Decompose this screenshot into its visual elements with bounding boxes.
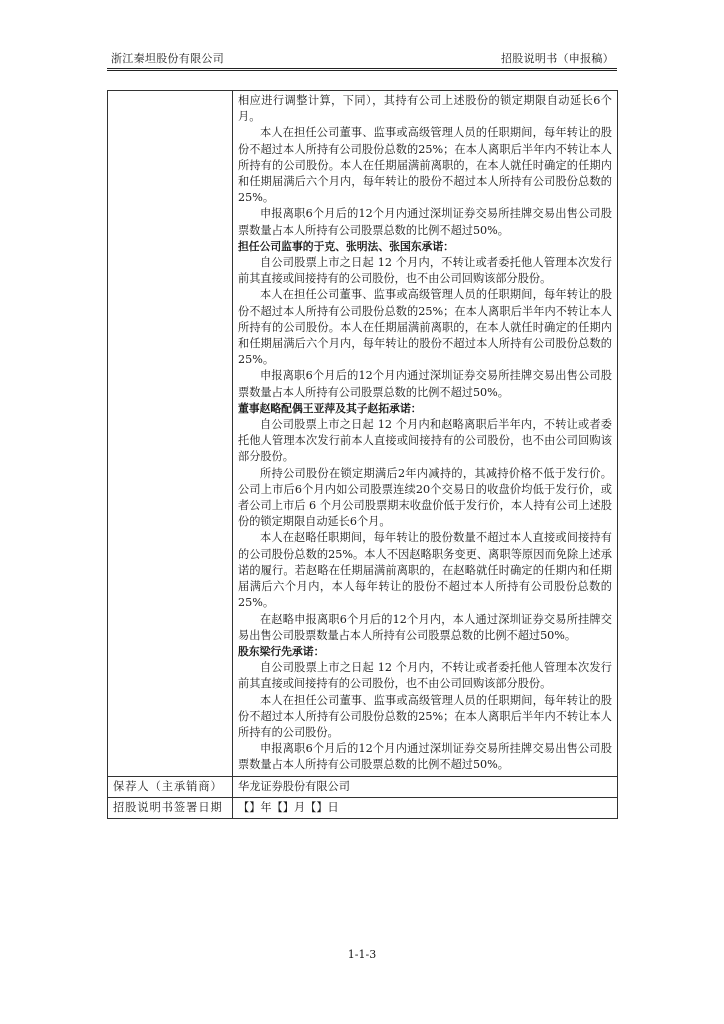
sponsor-value: 华龙证券股份有限公司 xyxy=(233,776,618,797)
header-rule-bottom xyxy=(107,70,617,71)
sign-date-label: 招股说明书签署日期 xyxy=(108,797,233,818)
commitment-paragraph: 在赵略申报离职6个月后的12个月内，本人通过深圳证券交易所挂牌交易出售公司股票数量占本人所持有公司股票总数的比例不超过50%。 xyxy=(238,612,612,642)
commitment-paragraph: 申报离职6个月后的12个月内通过深圳证券交易所挂牌交易出售公司股票数量占本人所持有公司股票总数的比例不超过50%。 xyxy=(238,742,612,772)
commitment-paragraph: 本人在赵略任职期间，每年转让的股份数量不超过本人直接或间接持有的公司股份总数的25%。本人不因赵略职务变更、离职等原因而免除上述承诺的履行。若赵略在任期届满前离职的，在赵略就任时确定的任期内和任期届满后六个月内，本人每年转让的股份不超过本人所持有公司股份总数的25%。 xyxy=(238,531,612,610)
prospectus-info-table xyxy=(107,90,618,819)
sponsor-label: 保荐人（主承销商） xyxy=(108,776,233,797)
commitment-paragraph: 申报离职6个月后的12个月内通过深圳证券交易所挂牌交易出售公司股票数量占本人所持有公司股票总数的比例不超过50%。 xyxy=(238,207,612,237)
commitment-paragraph: 本人在担任公司董事、监事或高级管理人员的任职期间，每年转让的股份不超过本人所持有公司股份总数的25%；在本人离职后半年内不转让本人所持有的公司股份。本人在任期届满前离职的，在本人就任时确定的任期内和任期届满后六个月内，每年转让的股份不超过本人所持有公司股份总数的25%。 xyxy=(238,288,612,367)
lockup-commitment-row xyxy=(108,91,618,777)
commitment-paragraph: 本人在担任公司董事、监事或高级管理人员的任职期间，每年转让的股份不超过本人所持有公司股份总数的25%；在本人离职后半年内不转让本人所持有的公司股份。本人在任期届满前离职的，在本人就任时确定的任期内和任期届满后六个月内，每年转让的股份不超过本人所持有公司股份总数的25%。 xyxy=(238,126,612,205)
lockup-commitments-cell xyxy=(233,91,618,777)
commitment-paragraph: 申报离职6个月后的12个月内通过深圳证券交易所挂牌交易出售公司股票数量占本人所持有公司股票总数的比例不超过50%。 xyxy=(238,369,612,399)
commitment-paragraph: 自公司股票上市之日起 12 个月内和赵略离职后半年内，不转让或者委托他人管理本次发行前本人直接或间接持有的公司股份，也不由公司回购该部分股份。 xyxy=(238,418,612,464)
commitment-paragraph: 相应进行调整计算，下同），其持有公司上述股份的锁定期限自动延长6个月。 xyxy=(238,94,612,124)
sign-date-row xyxy=(108,797,618,818)
sponsor-row xyxy=(108,776,618,797)
sign-date-value: 【】年【】月【】日 xyxy=(233,797,618,818)
header-company-name: 浙江秦坦股份有限公司 xyxy=(111,52,224,65)
commitment-heading: 担任公司监事的于克、张明法、张国东承诺： xyxy=(238,239,454,253)
commitment-paragraph: 所持公司股份在锁定期满后2年内减持的，其减持价格不低于发行价。公司上市后6个月内如公司股票连续20个交易日的收盘价均低于发行价，或者公司上市后 6 个月公司股票期末收盘价低于发行价，本人持有公司上述股份的锁定期限自动延长6个月。 xyxy=(238,466,612,529)
commitment-heading: 董事赵略配偶王亚萍及其子赵拓承诺： xyxy=(238,401,422,415)
header-document-title: 招股说明书（申报稿） xyxy=(501,52,614,65)
commitment-paragraph: 本人在担任公司董事、监事或高级管理人员的任职期间，每年转让的股份不超过本人所持有公司股份总数的25%；在本人离职后半年内不转让本人所持有的公司股份。 xyxy=(238,693,612,739)
commitment-paragraph: 自公司股票上市之日起 12 个月内，不转让或者委托他人管理本次发行前其直接或间接持有的公司股份，也不由公司回购该部分股份。 xyxy=(238,256,612,286)
header-rule-top xyxy=(107,68,617,69)
commitment-paragraph: 自公司股票上市之日起 12 个月内，不转让或者委托他人管理本次发行前其直接或间接持有的公司股份，也不由公司回购该部分股份。 xyxy=(238,661,612,691)
commitment-heading: 股东梁行先承诺： xyxy=(238,644,325,658)
page-number: 1-1-3 xyxy=(347,948,377,961)
row-label-empty xyxy=(108,91,233,777)
